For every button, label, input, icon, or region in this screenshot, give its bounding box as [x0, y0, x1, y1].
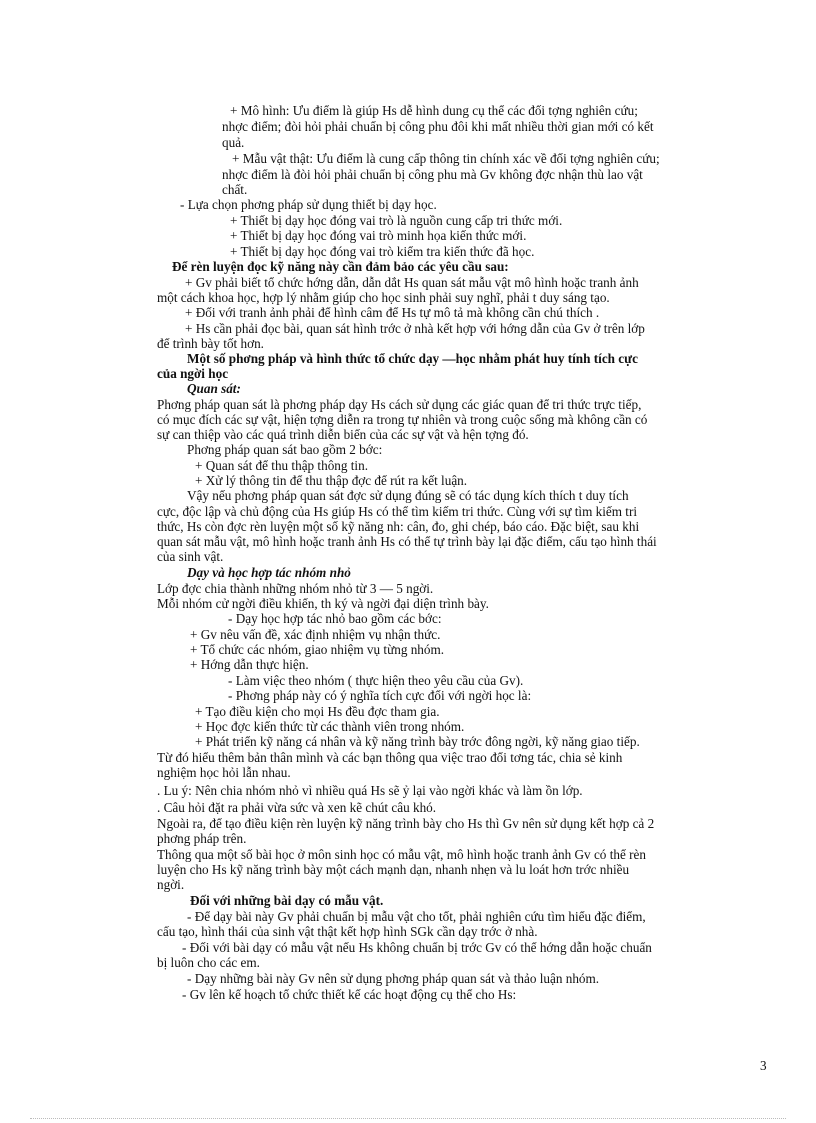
text-line: Lớp đợc chia thành những nhóm nhỏ từ 3 — 5 ngời. — [157, 581, 434, 596]
text-line: + Hớng dẫn thực hiện. — [190, 657, 309, 672]
text-line: Thông qua một số bài học ở môn sinh học có mẫu vật, mô hình hoặc tranh ảnh Gv có thể rèn — [157, 847, 646, 862]
text-line: Mỗi nhóm cử ngời điều khiển, th ký và ngời đại diện trình bày. — [157, 596, 489, 611]
text-line: + Xử lý thông tin để thu thập đợc để rút ra kết luận. — [195, 473, 468, 488]
text-line: + Hs cần phải đọc bài, quan sát hình trớc ở nhà kết hợp với hớng dẫn của Gv ở trên lớp — [185, 321, 645, 336]
text-line: bị luôn cho các em. — [157, 955, 260, 970]
text-line: + Tổ chức các nhóm, giao nhiệm vụ từng nhóm. — [190, 642, 445, 657]
text-line: một cách khoa học, hợp lý nhằm giúp cho học sinh phải suy nghĩ, phải t duy sáng tạo. — [157, 290, 610, 305]
text-line: . Lu ý: Nên chia nhóm nhỏ vì nhiều quá Hs sẽ ỷ lại vào ngời khác và làm ồn lớp. — [157, 783, 583, 798]
text-line: + Thiết bị dạy học đóng vai trò kiểm tra kiến thức đã học. — [230, 244, 535, 259]
subsection-heading: Dạy và học hợp tác nhóm nhỏ — [187, 565, 351, 580]
text-line: của sinh vật. — [157, 549, 224, 564]
text-line: - Làm việc theo nhóm ( thực hiện theo yêu cầu của Gv). — [228, 673, 524, 688]
text-line: + Gv nêu vấn đề, xác định nhiệm vụ nhận thức. — [190, 627, 441, 642]
section-heading: của ngời học — [157, 366, 229, 381]
text-line: Từ đó hiểu thêm bản thân mình và các bạn thông qua việc trao đổi tơng tác, chia sẻ kinh — [157, 750, 623, 765]
text-line: - Dạy học hợp tác nhỏ bao gồm các bớc: — [228, 611, 442, 626]
section-heading: Đối với những bài dạy có mẫu vật. — [190, 893, 384, 908]
text-line: Ngoài ra, để tạo điều kiện rèn luyện kỹ năng trình bày cho Hs thì Gv nên sử dụng kết hợp cả 2 — [157, 816, 655, 831]
text-line: nhợc điểm; đòi hỏi phải chuẩn bị công phu đôi khi mất nhiều thời gian mới có kết — [222, 119, 654, 134]
text-line: + Tạo điều kiện cho mọi Hs đều đợc tham gia. — [195, 704, 440, 719]
text-line: phơng pháp trên. — [157, 831, 247, 846]
text-line: luyện cho Hs kỹ năng trình bày một cách mạnh dạn, nhanh nhẹn và lu loát hơn trớc nhiều — [157, 862, 630, 877]
text-line: + Quan sát để thu thập thông tin. — [195, 458, 368, 473]
text-line: + Mô hình: Ưu điểm là giúp Hs dễ hình dung cụ thể các đối tợng nghiên cứu; — [230, 103, 638, 118]
page-number: 3 — [760, 1058, 767, 1073]
text-line: + Phát triển kỹ năng cá nhân và kỹ năng trình bày trớc đông ngời, kỹ năng giao tiếp. — [195, 734, 640, 749]
text-line: chất. — [222, 182, 248, 197]
subsection-heading: Quan sát: — [187, 381, 241, 396]
text-line: - Dạy những bài này Gv nên sử dụng phơng pháp quan sát và thảo luận nhóm. — [187, 971, 600, 986]
text-line: có mục đích các sự vật, hiện tợng diễn ra trong tự nhiên và trong cuộc sống mà không cần có — [157, 412, 648, 427]
text-line: + Thiết bị dạy học đóng vai trò là nguồn cung cấp tri thức mới. — [230, 213, 563, 228]
footer-divider — [30, 1118, 786, 1119]
text-line: + Thiết bị dạy học đóng vai trò minh họa kiến thức mới. — [230, 228, 527, 243]
text-line: cực, độc lập và chủ động của Hs giúp Hs có thể tìm kiếm tri thức. Cùng với sự tìm kiếm tri — [157, 504, 638, 519]
text-line: Phơng pháp quan sát bao gồm 2 bớc: — [187, 442, 383, 457]
section-heading: Để rèn luyện đọc kỹ năng này cần đảm bảo các yêu cầu sau: — [172, 259, 509, 274]
text-line: + Đối với tranh ảnh phải để hình câm để Hs tự mô tả mà không cần chú thích . — [185, 305, 600, 320]
text-line: - Gv lên kế hoạch tổ chức thiết kế các hoạt động cụ thể cho Hs: — [182, 987, 517, 1002]
text-line: nghiệm học hỏi lẫn nhau. — [157, 765, 291, 780]
text-line: quan sát mẫu vật, mô hình hoặc tranh ảnh Hs có thể tự trình bày lại đặc điểm, cấu tạo hình thái — [157, 534, 657, 549]
text-line: thức, Hs còn đợc rèn luyện một số kỹ năng nh: cân, đo, ghi chép, báo cáo. Đặc biệt, sau khi — [157, 519, 640, 534]
text-line: . Câu hỏi đặt ra phải vừa sức và xen kẽ chút câu khó. — [157, 800, 437, 815]
text-line: Phơng pháp quan sát là phơng pháp dạy Hs cách sử dụng các giác quan để tri thức trực tiếp, — [157, 397, 642, 412]
text-line: nhợc điểm là đòi hỏi phải chuẩn bị công phu mà Gv không đợc nhận thù lao vật — [222, 167, 643, 182]
text-line: - Phơng pháp này có ý nghĩa tích cực đối với ngời học là: — [228, 688, 532, 703]
text-line: + Gv phải biết tổ chức hớng dẫn, dẫn dắt Hs quan sát mẫu vật mô hình hoặc tranh ảnh — [185, 275, 639, 290]
text-line: - Để dạy bài này Gv phải chuẩn bị mẫu vật cho tốt, phải nghiên cứu tìm hiểu đặc điểm, — [187, 909, 646, 924]
text-line: Vậy nếu phơng pháp quan sát đợc sử dụng đúng sẽ có tác dụng kích thích t duy tích — [187, 488, 629, 503]
text-line: + Học đợc kiến thức từ các thành viên trong nhóm. — [195, 719, 465, 734]
text-line: - Lựa chọn phơng pháp sử dụng thiết bị dạy học. — [180, 197, 437, 212]
section-heading: Một số phơng pháp và hình thức tổ chức dạy —học nhằm phát huy tính tích cực — [187, 351, 638, 366]
text-line: cấu tạo, hình thái của sinh vật thật kết hợp hình SGk cần dạy trớc ở nhà. — [157, 924, 538, 939]
text-line: quả. — [222, 135, 245, 150]
text-line: - Đối với bài dạy có mẫu vật nếu Hs không chuẩn bị trớc Gv có thể hớng dẫn hoặc chuẩn — [182, 940, 652, 955]
text-line: để trình bày tốt hơn. — [157, 336, 264, 351]
text-line: ngời. — [157, 877, 185, 892]
text-line: + Mẫu vật thật: Ưu điểm là cung cấp thông tin chính xác về đối tợng nghiên cứu; — [232, 151, 660, 166]
text-line: sự can thiệp vào các quá trình diễn biến của các sự vật và hện tợng đó. — [157, 427, 529, 442]
